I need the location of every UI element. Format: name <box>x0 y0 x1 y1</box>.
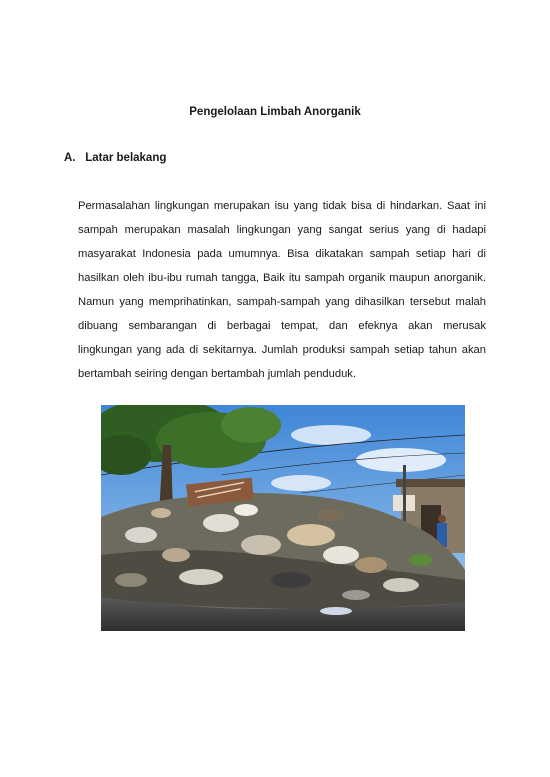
paragraph-line: Namun yang memprihatinkan, sampah-sampah yang dihasilkan tersebut malah <box>78 296 486 308</box>
paragraph-line: masyarakat Indonesia pada umumnya. Bisa dikatakan sampah setiap hari di <box>78 248 486 260</box>
garbage-pile-photo <box>101 405 465 631</box>
paragraph-line: lingkungan yang ada di sekitarnya. Jumlah produksi sampah setiap tahun akan <box>78 344 486 356</box>
section-number: A. <box>64 152 76 164</box>
cloud <box>356 448 446 472</box>
body-paragraph <box>78 198 486 390</box>
tree-canopy <box>221 407 281 443</box>
paragraph-line: Permasalahan lingkungan merupakan isu yang tidak bisa di hindarkan. Saat ini <box>78 200 486 212</box>
paragraph-line: dibuang sembarangan di berbagai tempat, dan efeknya akan merusak <box>78 320 486 332</box>
garbage-pile-illustration <box>101 405 465 631</box>
paragraph-line: hasilkan oleh ibu-ibu rumah tangga, Baik itu sampah organik maupun anorganik. <box>78 272 486 284</box>
paragraph-line: bertambah seiring dengan bertambah jumlah penduduk. <box>78 368 357 380</box>
section-heading <box>64 152 166 164</box>
document-title: Pengelolaan Limbah Anorganik <box>189 106 361 118</box>
person-head <box>438 515 446 523</box>
building-roof <box>396 479 465 487</box>
cloud <box>291 425 371 445</box>
section-heading-text: Latar belakang <box>85 152 167 164</box>
cloud <box>271 475 331 491</box>
paragraph-line: sampah merupakan masalah lingkungan yang sangat serius yang di hadapi <box>78 224 486 236</box>
